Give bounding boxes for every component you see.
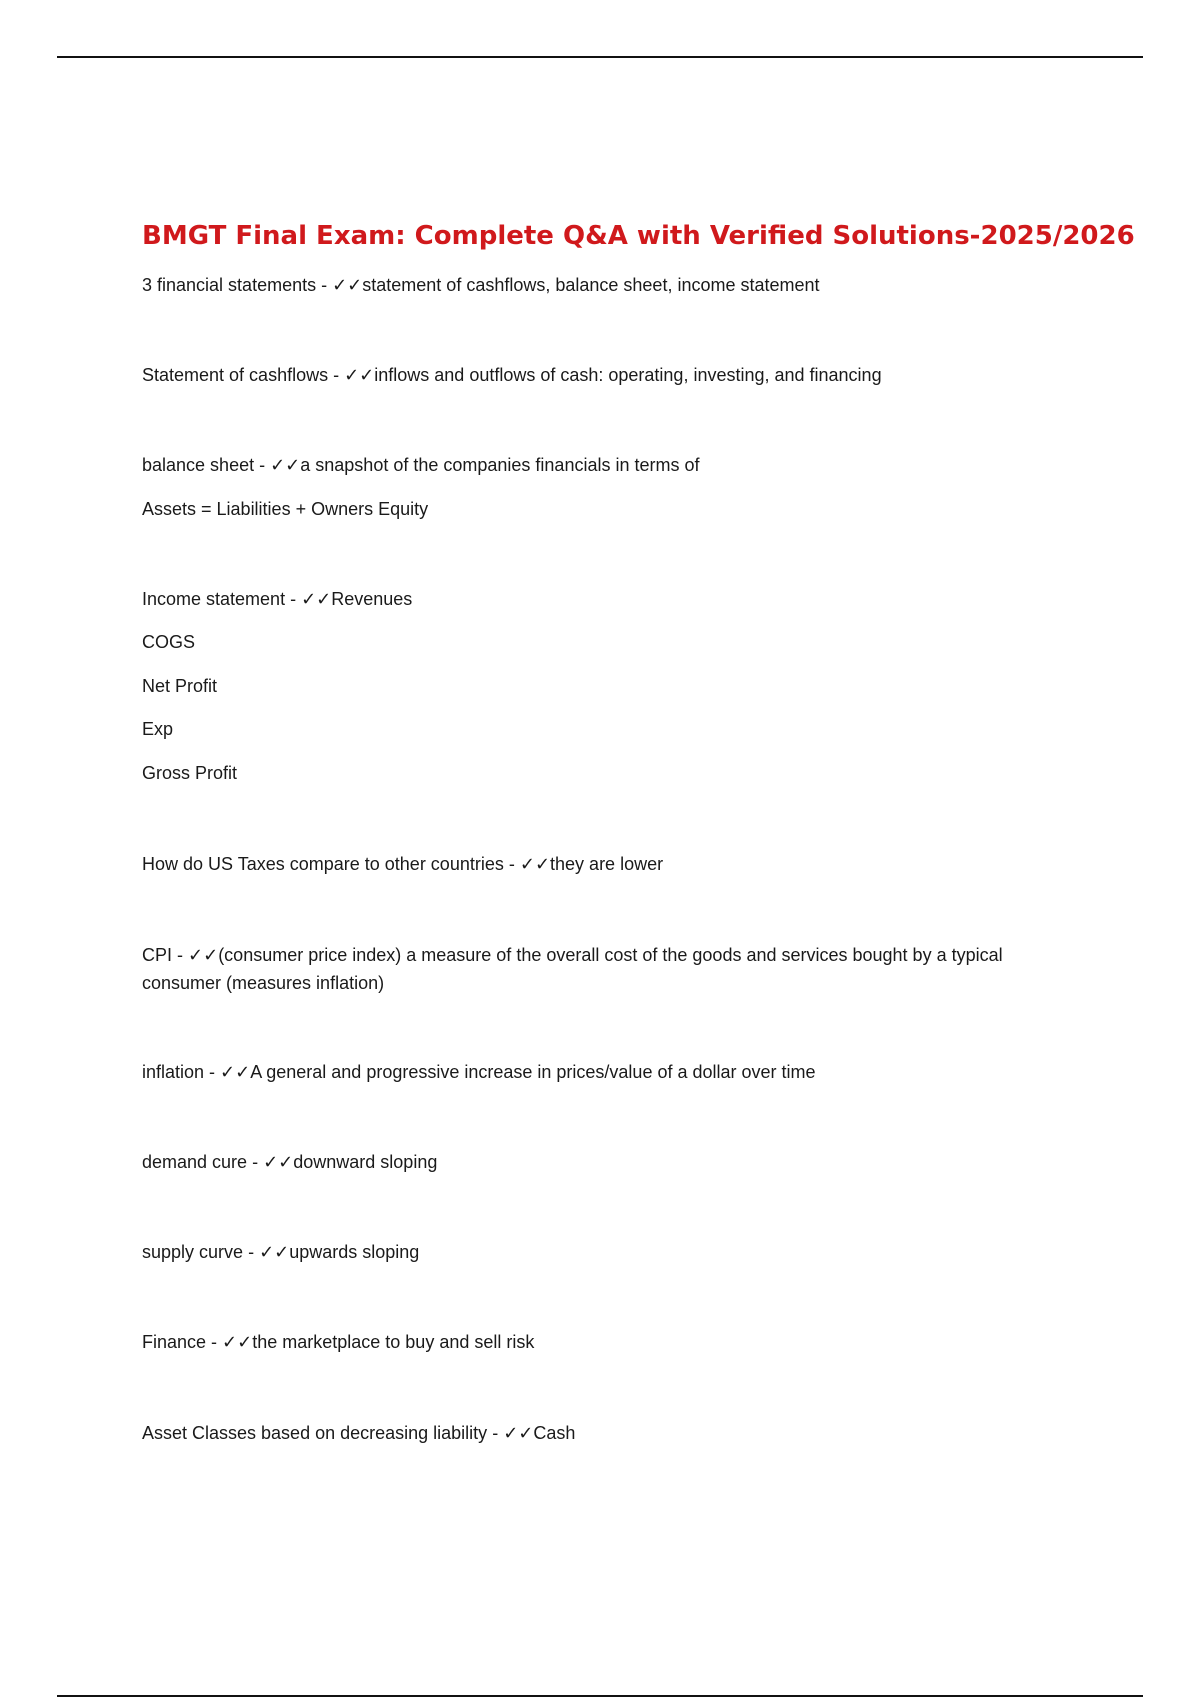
entry-continuation: Assets = Liabilities + Owners Equity: [142, 499, 429, 519]
entry-answer: A general and progressive increase in prices/value of a dollar over time: [250, 1062, 816, 1082]
qa-entry: [142, 1058, 816, 1086]
qa-entry: [142, 271, 820, 299]
entry-term: CPI: [142, 945, 173, 965]
entry-answer: they are lower: [550, 854, 664, 874]
document-title: BMGT Final Exam: Complete Q&A with Verified Solutions-2025/2026: [142, 221, 1135, 251]
entry-continuation: COGS: [142, 632, 196, 652]
double-checkmark-icon: ✓✓: [220, 1062, 251, 1082]
qa-entry: [142, 1419, 575, 1447]
entry-answer: a snapshot of the companies financials in terms of: [300, 455, 700, 475]
top-rule: [57, 56, 1143, 58]
entry-term: 3 financial statements: [142, 275, 317, 295]
double-checkmark-icon: ✓✓: [263, 1152, 294, 1172]
double-checkmark-icon: ✓✓: [222, 1332, 253, 1352]
double-checkmark-icon: ✓✓: [519, 854, 551, 874]
double-checkmark-icon: ✓✓: [188, 945, 219, 965]
double-checkmark-icon: ✓✓: [301, 589, 332, 609]
entry-continuation: Exp: [142, 719, 174, 739]
qa-entry: [142, 850, 663, 878]
entry-term: How do US Taxes compare to other countries: [142, 854, 504, 874]
qa-entry: [142, 1328, 534, 1356]
entry-separator: -: [316, 275, 333, 295]
entry-answer: inflows and outflows of cash: operating, investing, and financing: [374, 365, 882, 385]
entry-separator: -: [206, 1332, 223, 1352]
entry-term: supply curve: [142, 1242, 244, 1262]
entry-term: demand cure: [142, 1152, 248, 1172]
double-checkmark-icon: ✓✓: [259, 1242, 290, 1262]
entry-answer: Cash: [533, 1423, 576, 1443]
qa-entry: [142, 941, 1042, 997]
entry-term: balance sheet: [142, 455, 255, 475]
qa-entry: [142, 1148, 437, 1176]
entry-answer: (consumer price index) a measure of the overall cost of the goods and services bought by a typical consumer (measures inflation): [142, 945, 1003, 993]
entry-term: Asset Classes based on decreasing liability: [142, 1423, 488, 1443]
entry-separator: -: [172, 945, 189, 965]
entry-term: Income statement: [142, 589, 286, 609]
entry-separator: -: [487, 1423, 504, 1443]
qa-entry: [142, 1238, 419, 1266]
double-checkmark-icon: ✓✓: [344, 365, 375, 385]
entry-separator: -: [328, 365, 345, 385]
entry-answer: the marketplace to buy and sell risk: [252, 1332, 535, 1352]
entry-separator: -: [243, 1242, 260, 1262]
entry-answer: statement of cashflows, balance sheet, income statement: [362, 275, 820, 295]
qa-entry: [142, 451, 699, 479]
entry-separator: -: [254, 455, 271, 475]
entry-separator: -: [204, 1062, 221, 1082]
entry-term: Finance: [142, 1332, 207, 1352]
entry-answer: Revenues: [331, 589, 413, 609]
entry-answer: downward sloping: [293, 1152, 438, 1172]
double-checkmark-icon: ✓✓: [503, 1423, 534, 1443]
entry-continuation: Gross Profit: [142, 763, 238, 783]
double-checkmark-icon: ✓✓: [270, 455, 301, 475]
entry-separator: -: [247, 1152, 264, 1172]
qa-entry: [142, 361, 882, 389]
qa-entry: [142, 585, 412, 613]
entry-term: Statement of cashflows: [142, 365, 329, 385]
double-checkmark-icon: ✓✓: [332, 275, 363, 295]
bottom-rule: [57, 1695, 1143, 1697]
entry-answer: upwards sloping: [289, 1242, 420, 1262]
entry-term: inflation: [142, 1062, 205, 1082]
entry-separator: -: [503, 854, 520, 874]
entry-separator: -: [285, 589, 302, 609]
entry-continuation: Net Profit: [142, 676, 218, 696]
